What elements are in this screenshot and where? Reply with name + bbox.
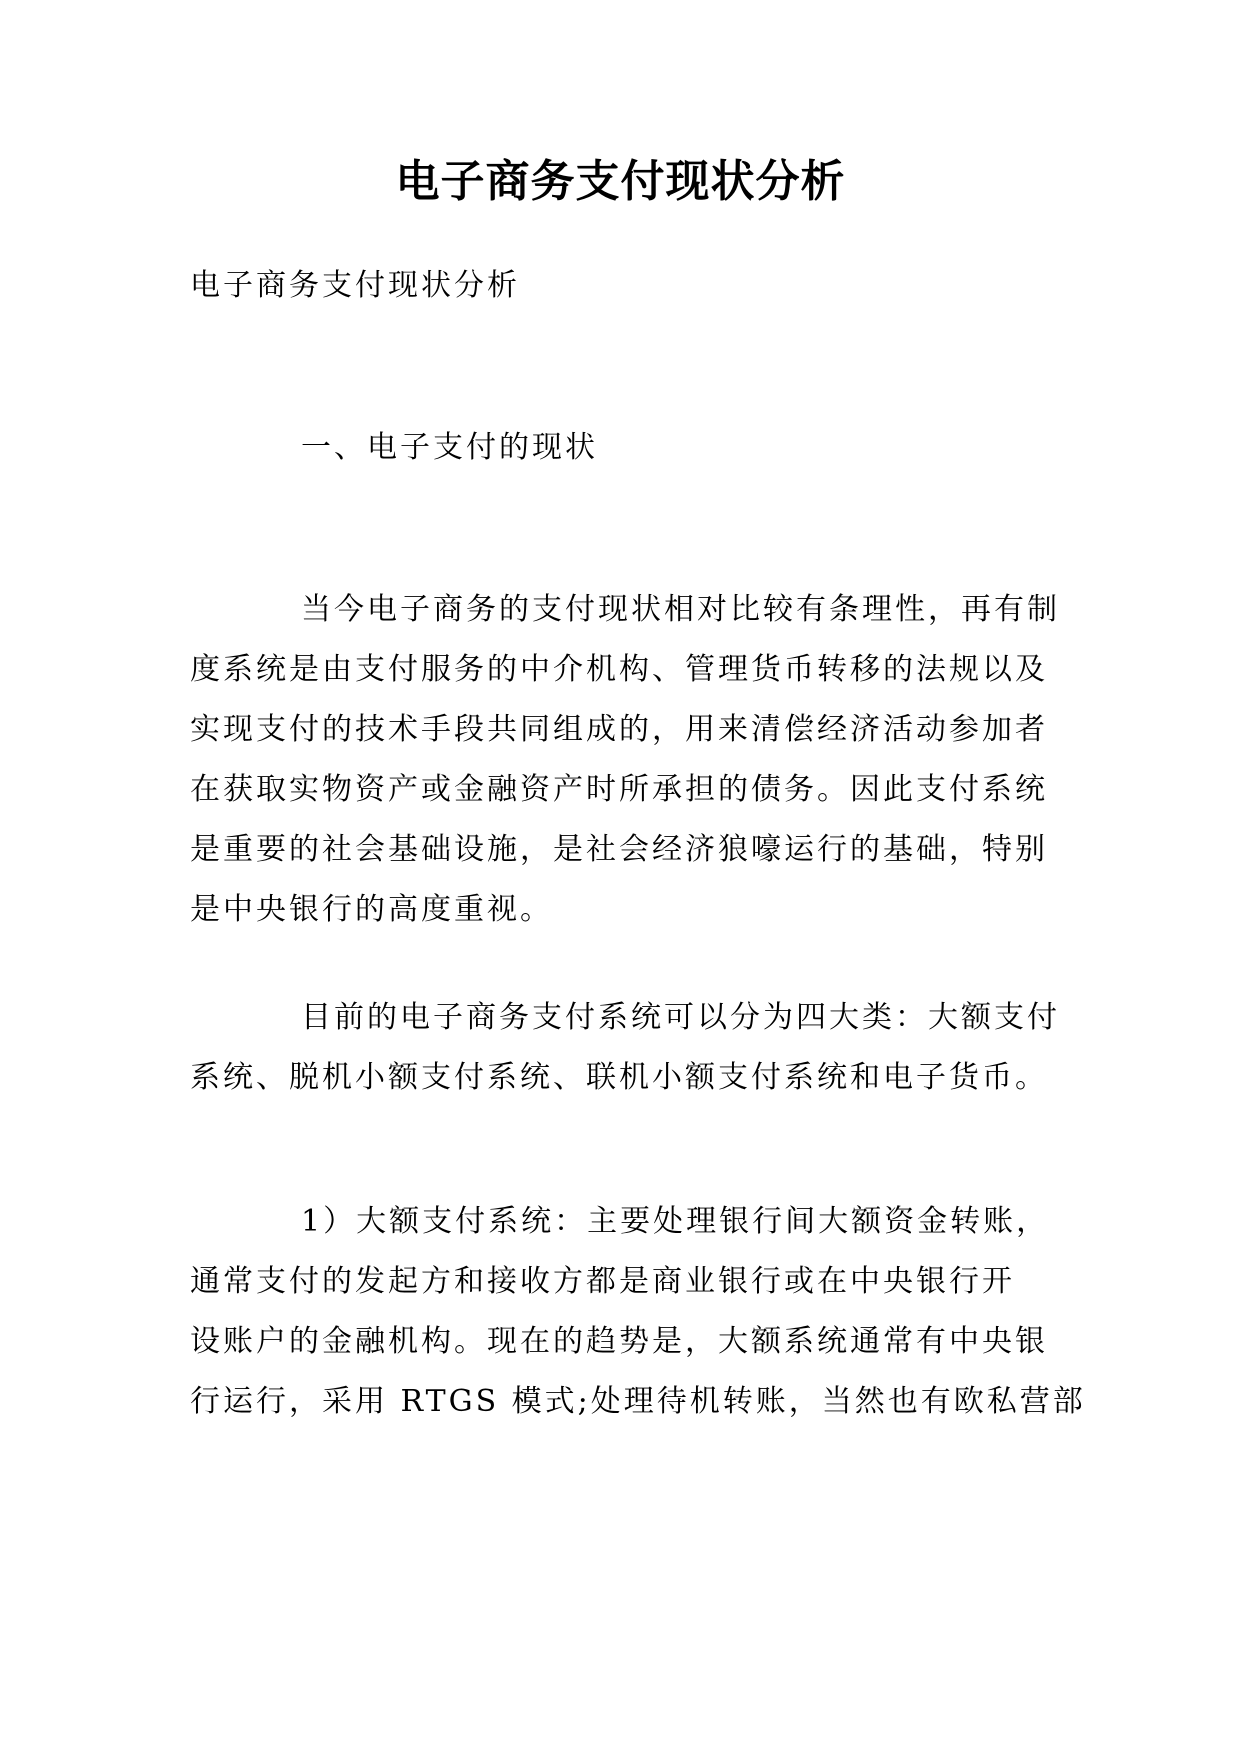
paragraph-line: 行运行，采用 RTGS 模式;处理待机转账，当然也有欧私营部 [190, 1384, 1086, 1419]
paragraph-line: 实现支付的技术手段共同组成的，用来清偿经济活动参加者 [190, 712, 1048, 747]
paragraph-line: 目前的电子商务支付系统可以分为四大类：大额支付 [301, 1000, 1060, 1035]
paragraph-line: 通常支付的发起方和接收方都是商业银行或在中央银行开 [190, 1264, 1015, 1299]
paragraph-line: 在获取实物资产或金融资产时所承担的债务。因此支付系统 [190, 772, 1048, 807]
document-title: 电子商务支付现状分析 [395, 156, 846, 207]
paragraph-line: 度系统是由支付服务的中介机构、管理货币转移的法规以及 [190, 652, 1048, 687]
paragraph-system-categories [190, 988, 1060, 1108]
document-subtitle: 电子商务支付现状分析 [190, 268, 520, 303]
paragraph-line: 1）大额支付系统：主要处理银行间大额资金转账， [301, 1204, 1050, 1239]
paragraph-line: 设账户的金融机构。现在的趋势是，大额系统通常有中央银 [190, 1324, 1048, 1359]
paragraph-line: 系统、脱机小额支付系统、联机小额支付系统和电子货币。 [190, 1060, 1048, 1095]
section-heading: 一、电子支付的现状 [301, 430, 598, 465]
paragraph-large-payment-system [190, 1192, 1086, 1432]
paragraph-line: 是中央银行的高度重视。 [190, 892, 553, 927]
paragraph-line: 是重要的社会基础设施，是社会经济狼嚎运行的基础，特别 [190, 832, 1048, 867]
paragraph-current-status [190, 580, 1060, 940]
paragraph-line: 当今电子商务的支付现状相对比较有条理性，再有制 [301, 592, 1060, 627]
